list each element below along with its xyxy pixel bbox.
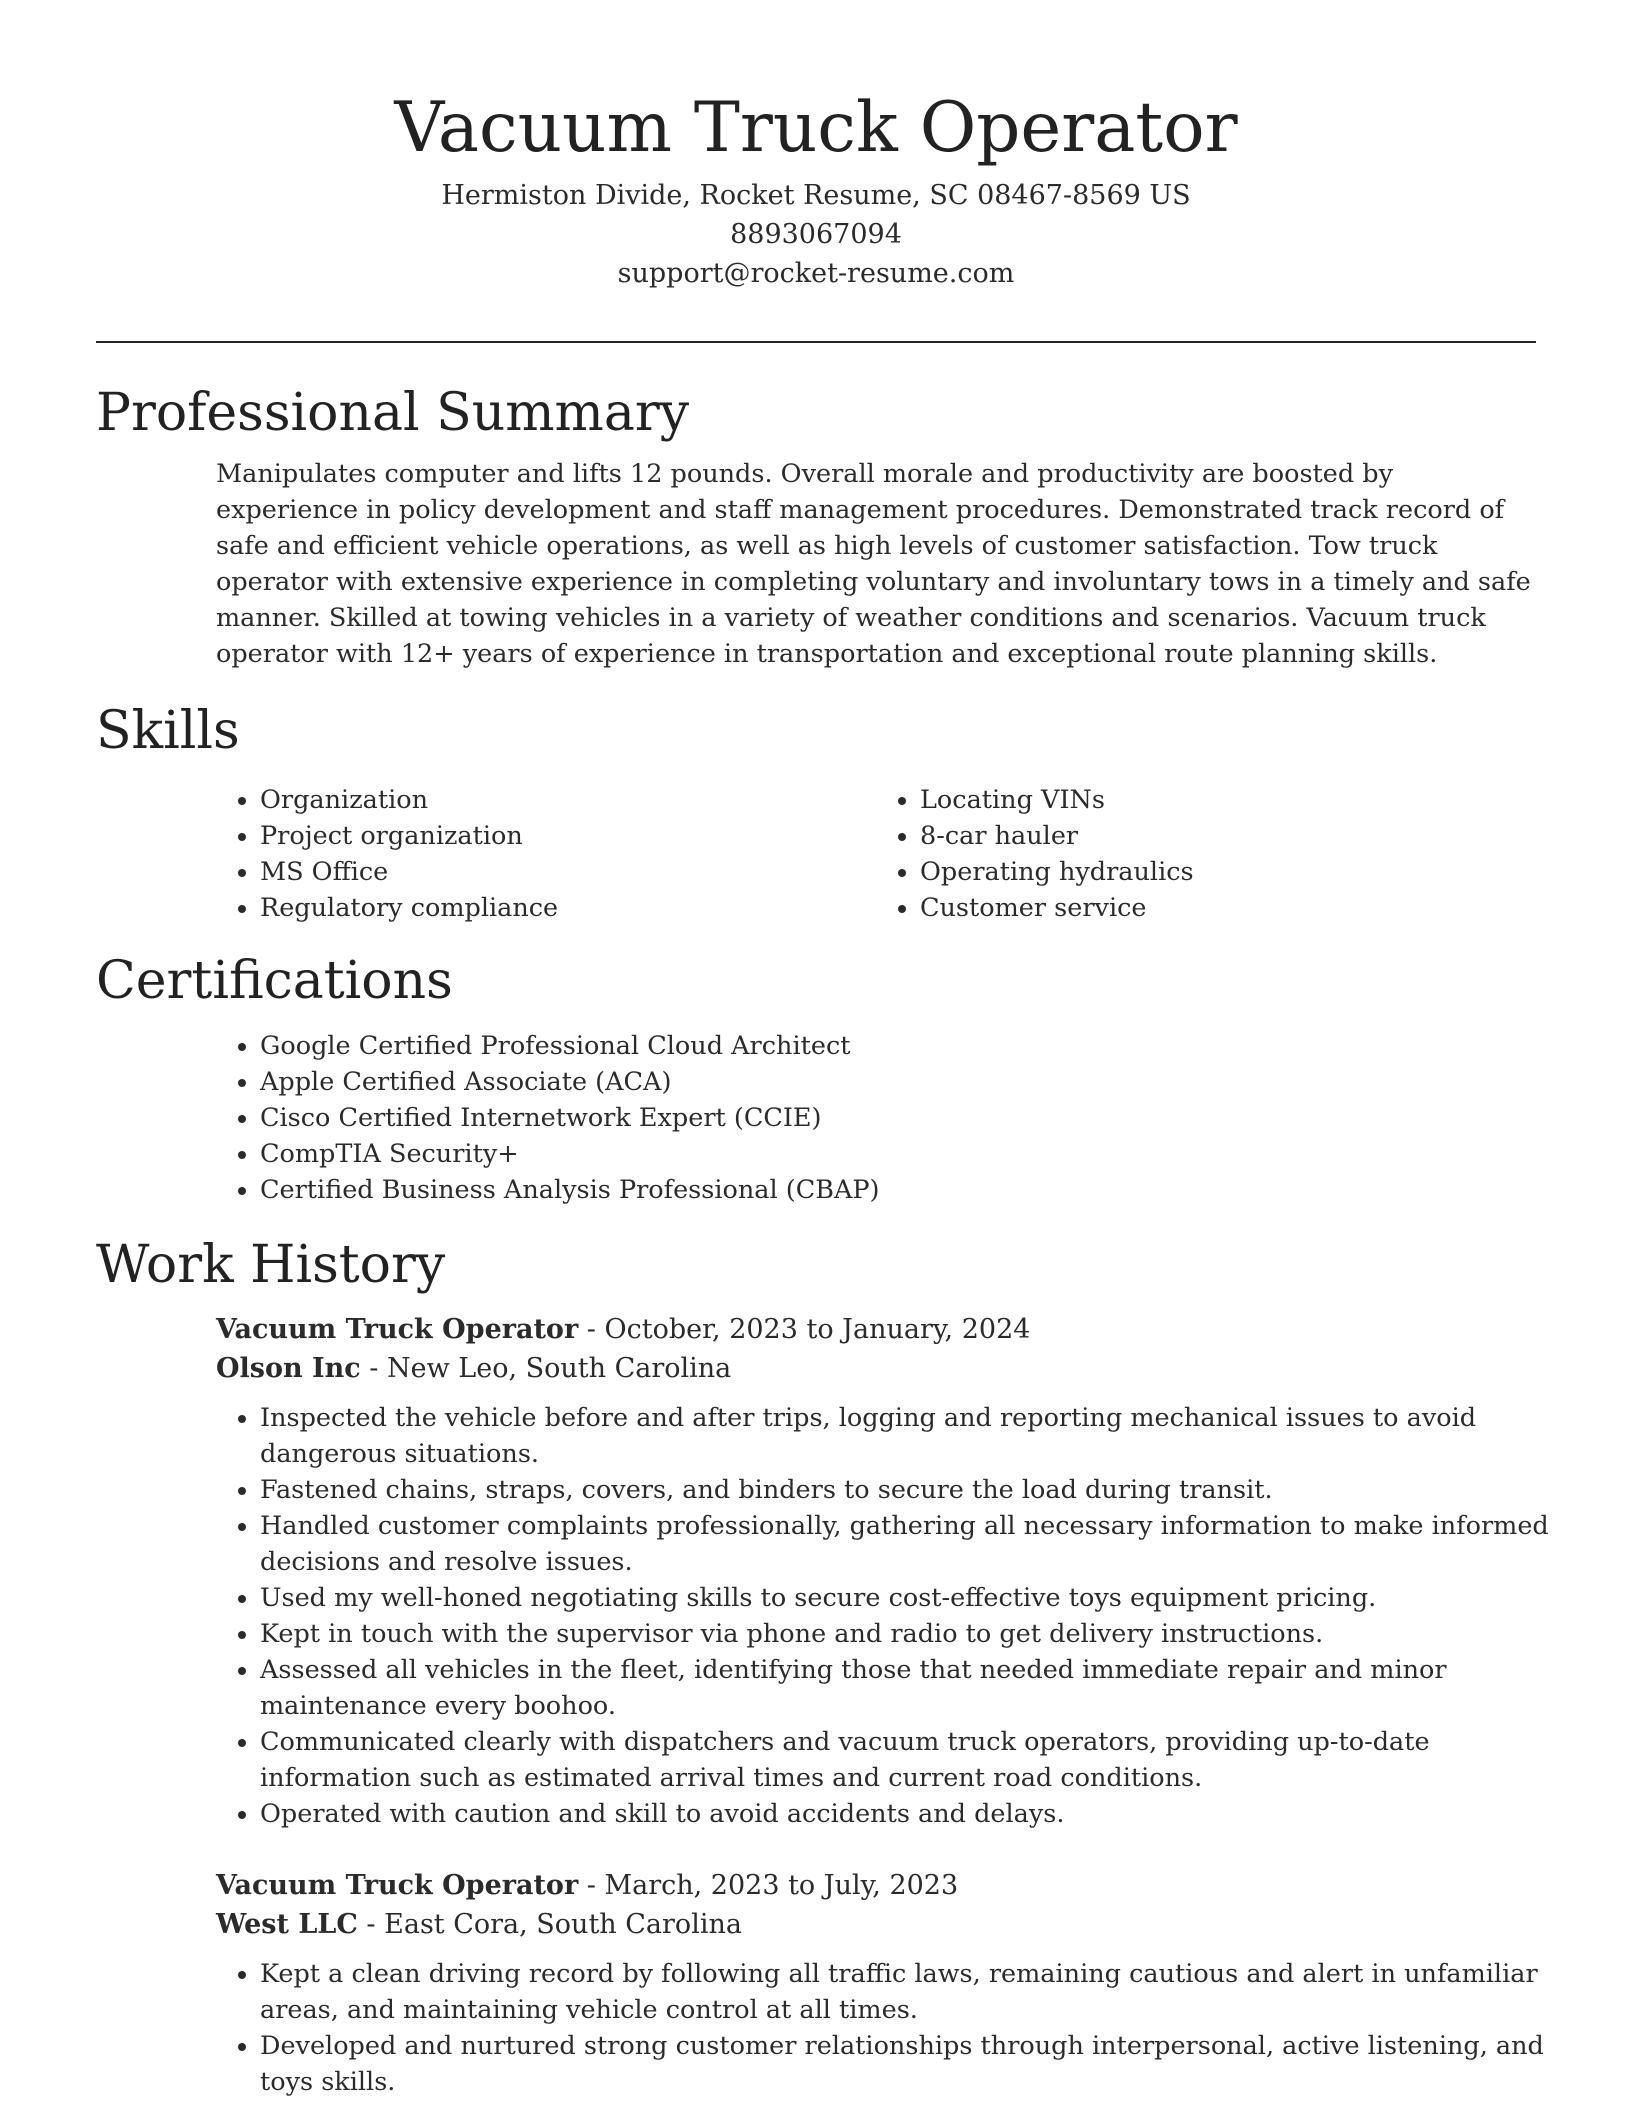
job-duty-item: • Operated with caution and skill to avoid accidents and delays. — [260, 1796, 1585, 1832]
job-duty-item: • Kept a clean driving record by following all traffic laws, remaining cautious and alert in unfamiliar areas, and maintaining vehicle control at all times. — [260, 1956, 1585, 2028]
skill-item: • MS Office — [260, 854, 876, 890]
skills-section — [96, 698, 1536, 926]
job-company: West LLC — [216, 1909, 358, 1940]
job-title-line — [216, 1866, 1536, 1905]
skills-list-right — [876, 782, 1536, 926]
job-entry — [216, 1310, 1549, 1832]
job-entry — [216, 1866, 1544, 2100]
certification-item: • Cisco Certified Internetwork Expert (CCIE) — [260, 1100, 1536, 1136]
certifications-section — [96, 948, 1536, 1208]
job-location: - New Leo, South Carolina — [360, 1353, 732, 1384]
certifications-title: Certifications — [96, 951, 453, 1011]
work-history-title: Work History — [96, 1235, 446, 1295]
certification-item: • CompTIA Security+ — [260, 1136, 1536, 1172]
certification-item: • Certified Business Analysis Professional (CBAP) — [260, 1172, 1536, 1208]
job-company: Olson Inc — [216, 1353, 361, 1384]
job-location: - East Cora, South Carolina — [357, 1909, 742, 1940]
skill-item: • Regulatory compliance — [260, 890, 876, 926]
skill-item: • Customer service — [920, 890, 1536, 926]
contact-email: support@rocket-resume.com — [617, 258, 1015, 289]
skills-title: Skills — [96, 701, 240, 761]
job-duty-item: • Developed and nurtured strong customer relationships through interpersonal, active listening, and toys skills. — [260, 2028, 1585, 2100]
contact-address: Hermiston Divide, Rocket Resume, SC 08467-8569 US — [441, 180, 1191, 211]
job-duty-item: • Communicated clearly with dispatchers and vacuum truck operators, providing up-to-date information such as estimated arrival times and current road conditions. — [260, 1724, 1585, 1796]
job-company-line — [216, 1905, 1536, 1944]
contact-phone: 8893067094 — [730, 219, 902, 250]
job-dates: - March, 2023 to July, 2023 — [578, 1870, 959, 1901]
skill-item: • Operating hydraulics — [920, 854, 1536, 890]
job-title-line — [216, 1310, 1536, 1349]
skill-item: • Locating VINs — [920, 782, 1536, 818]
skill-item: • Organization — [260, 782, 876, 818]
skills-list-left — [216, 782, 876, 926]
certification-item: • Google Certified Professional Cloud Architect — [260, 1028, 1536, 1064]
job-title: Vacuum Truck Operator — [216, 1870, 579, 1901]
job-duties-list — [216, 1956, 1585, 2100]
job-duty-item: • Handled customer complaints professionally, gathering all necessary information to make informed decisions and resolve issues. — [260, 1508, 1585, 1580]
job-duties-list — [216, 1400, 1585, 1832]
header-divider — [96, 341, 1536, 343]
summary-section — [96, 380, 1536, 672]
skill-item: • Project organization — [260, 818, 876, 854]
job-duty-item: • Fastened chains, straps, covers, and binders to secure the load during transit. — [260, 1472, 1585, 1508]
job-duty-item: • Assessed all vehicles in the fleet, identifying those that needed immediate repair and minor maintenance every boohoo. — [260, 1652, 1585, 1724]
job-company-line — [216, 1349, 1536, 1388]
job-duty-item: • Inspected the vehicle before and after trips, logging and reporting mechanical issues to avoid dangerous situations. — [260, 1400, 1585, 1472]
job-dates: - October, 2023 to January, 2024 — [578, 1314, 1031, 1345]
skill-item: • 8-car hauler — [920, 818, 1536, 854]
job-duty-item: • Kept in touch with the supervisor via phone and radio to get delivery instructions. — [260, 1616, 1585, 1652]
job-duty-item: • Used my well-honed negotiating skills to secure cost-effective toys equipment pricing. — [260, 1580, 1585, 1616]
job-title: Vacuum Truck Operator — [216, 1314, 579, 1345]
certifications-list — [216, 1028, 1536, 1208]
certification-item: • Apple Certified Associate (ACA) — [260, 1064, 1536, 1100]
resume-header — [0, 80, 1632, 293]
resume-name: Vacuum Truck Operator — [394, 88, 1238, 168]
summary-text: Manipulates computer and lifts 12 pounds. Overall morale and productivity are boosted by experience in policy development and staff management procedures. Demonstrated track record of safe and efficient vehicle operations, as well as high levels of customer satisfaction. Tow truck operator with extensive experience in completing voluntary and involuntary tows in a timely and safe manner. Skilled at towing vehicles in a variety of weather conditions and scenarios. Vacuum truck operator with 12+ years of experience in transportation and exceptional route planning skills. — [216, 459, 1531, 669]
summary-title: Professional Summary — [96, 383, 690, 443]
work-history-section — [96, 1232, 1549, 2100]
